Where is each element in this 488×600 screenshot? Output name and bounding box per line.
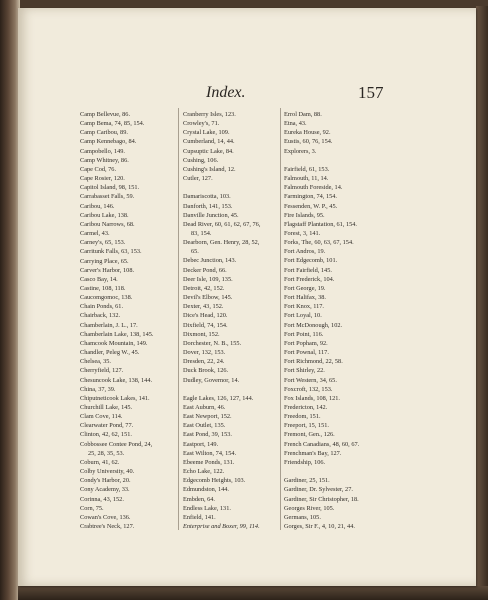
index-entry: Dearborn, Gen. Henry, 28, 52, (183, 239, 260, 247)
index-entry: Camp Kennebago, 84. (80, 138, 137, 146)
index-entry: Eastport, 149. (183, 440, 219, 448)
index-entry: Chamcook Mountain, 149. (80, 339, 148, 347)
index-entry: Farmington, 74, 154. (284, 193, 337, 201)
index-entry: Fremont, Gen., 126. (284, 431, 335, 439)
index-entry: Cowan's Cove, 136. (80, 513, 131, 521)
index-entry: Fessenden, W. P., 45. (284, 202, 338, 210)
index-entry: Churchill Lake, 145. (80, 404, 133, 411)
index-entry: Camp Caribou, 89. (80, 129, 128, 137)
index-entry: Fort Richmond, 22, 58. (284, 358, 343, 366)
index-entry: Damariscotta, 103. (183, 193, 231, 201)
index-entry: Casco Bay, 14. (80, 275, 118, 283)
index-entry: Fredericton, 142. (284, 403, 328, 411)
index-entry: Duck Brook, 126. (183, 367, 229, 375)
index-entry: Chelsea, 35. (80, 358, 111, 366)
index-entry: Freedom, 151. (284, 413, 321, 421)
index-entry: Carritunk Falls, 63, 153. (80, 248, 142, 256)
index-entry: Chiputneticook Lakes, 141. (80, 394, 150, 402)
index-entry: Debec Junction, 143. (183, 257, 237, 265)
index-entry: Fort Knox, 117. (284, 303, 324, 311)
index-entry: Dixfield, 74, 154. (183, 321, 228, 329)
index-entry: 83, 154. (191, 230, 212, 238)
index-entry: Fort Edgecomb, 101. (284, 257, 338, 265)
book-spine (0, 0, 20, 600)
index-entry: Carver's Harbor, 108. (80, 266, 135, 274)
index-entry: East Pond, 39, 153. (183, 431, 232, 439)
index-entry: Cumberland, 14, 44. (183, 138, 235, 146)
index-entry: Fort Point, 116. (284, 330, 324, 338)
index-entry: Fairfield, 61, 153. (284, 165, 330, 173)
index-entry: Cape Rosier, 120. (80, 175, 125, 183)
index-entry: Georges River, 105. (284, 504, 335, 512)
index-entry: Fire Islands, 95. (284, 211, 325, 219)
index-entry: Capitol Island, 98, 151. (80, 184, 140, 192)
index-entry: Dead River, 60, 61, 62, 67, 76, (183, 220, 261, 228)
index-entry: Enterprise and Boxer, 99, 114. (183, 523, 260, 530)
index-entry: Cutler, 127. (183, 175, 213, 183)
index-entry: China, 37, 39. (80, 385, 116, 393)
index-entry: Gardiner, Sir Christopher, 18. (284, 495, 359, 503)
index-entry: Cranberry Isles, 123. (183, 111, 236, 118)
index-entry: Explorers, 3. (284, 147, 317, 155)
index-entry: Chain Ponds, 61. (80, 303, 124, 311)
index-entry: Fort McDonough, 102. (284, 321, 343, 329)
index-entry: Castine, 108, 118. (80, 284, 126, 292)
index-entry: Frenchman's Bay, 127. (284, 449, 342, 457)
index-entry: Falmouth Foreside, 14. (284, 184, 343, 192)
index-entry: Fort Halifax, 38. (284, 294, 326, 302)
index-entry: Fort Popham, 92. (284, 339, 328, 347)
index-entry: Errol Dam, 88. (284, 111, 322, 118)
index-entry: Fort Loyal, 10. (284, 312, 322, 320)
index-entry: Dice's Head, 120. (183, 312, 228, 320)
index-entry: Freeport, 15, 151. (284, 422, 329, 430)
index-entry: East Newport, 152. (183, 413, 232, 421)
index-entry: 25, 28, 35, 53. (88, 449, 125, 457)
index-entry: Crabtree's Neck, 127. (80, 523, 135, 531)
index-entry: Friendship, 106. (284, 458, 326, 466)
index-entry: Carrabasset Falls, 59. (80, 193, 135, 201)
index-entry: Edgecomb Heights, 103. (183, 477, 246, 485)
index-entry: Crystal Lake, 109. (183, 129, 230, 137)
index-entry: Falmouth, 11, 14. (284, 175, 329, 183)
index-entry: Etna, 43. (284, 120, 307, 128)
index-entry: Danforth, 141, 153. (183, 202, 233, 210)
index-column-2 (183, 110, 285, 531)
index-entry: East Auburn, 46. (183, 403, 226, 411)
index-entry: Dover, 132, 153. (183, 349, 226, 357)
book-bottom-edge (18, 586, 488, 600)
index-entry: Forks, The, 60, 63, 67, 154. (284, 239, 354, 247)
index-entry: Cobbossee Contee Pond, 24, (80, 440, 153, 448)
index-entry: Camp Bema, 74, 85, 154. (80, 120, 145, 128)
index-entry: Eagle Lakes, 126, 127, 144. (183, 394, 254, 402)
index-entry: Fort George, 19. (284, 284, 326, 292)
index-entry: Flagstaff Plantation, 61, 154. (284, 220, 357, 228)
index-entry: Eureka House, 92. (284, 129, 331, 137)
index-entry: Coburn, 41, 62. (80, 458, 120, 466)
index-entry: Fort Western, 34, 65. (284, 376, 337, 384)
index-entry: Fort Pownal, 117. (284, 349, 329, 357)
index-entry: Crowley's, 71. (183, 120, 220, 128)
page-title: Index. (206, 84, 246, 101)
index-entry: Endless Lake, 131. (183, 504, 231, 512)
index-column-3 (284, 110, 392, 531)
index-entry: Corinna, 43, 152. (80, 495, 124, 503)
index-entry: Cherryfield, 127. (80, 367, 124, 375)
index-entry: Embden, 64. (183, 495, 216, 503)
index-entry: 65. (191, 248, 199, 256)
index-entry: Colby University, 40. (80, 468, 135, 476)
index-entry: Chandler, Peleg W., 45. (80, 349, 140, 357)
index-entry: Condy's Harbor, 20. (80, 477, 131, 485)
index-entry: Fort Frederick, 104. (284, 275, 335, 283)
index-entry: Clearwater Pond, 77. (80, 422, 134, 430)
index-entry: Forest, 3, 141. (284, 230, 321, 238)
index-entry: Cape Cod, 76. (80, 165, 117, 173)
index-entry: Chesuncook Lake, 138, 144. (80, 376, 153, 384)
index-column-1 (80, 110, 182, 531)
index-entry: Gorges, Sir F., 4, 10, 21, 44. (284, 523, 355, 530)
index-entry: Devil's Elbow, 145. (183, 294, 233, 302)
index-entry: Dexter, 43, 152. (183, 303, 224, 311)
index-entry: Caribou Narrows, 68. (80, 220, 135, 228)
index-entry: Fort Fairfield, 145. (284, 266, 332, 274)
index-entry: East Outlet, 135. (183, 422, 226, 430)
index-entry: Germans, 105. (284, 513, 321, 521)
book-cover-edge (476, 6, 488, 596)
index-entry: Chairback, 132. (80, 312, 121, 320)
index-entry: Dorchester, N. B., 155. (183, 339, 242, 347)
index-entry: Eustis, 60, 76, 154. (284, 138, 333, 146)
index-entry: Fort Shirley, 22. (284, 367, 325, 375)
index-entry: Clam Cove, 114. (80, 413, 123, 421)
index-entry: Caucomgomoc, 138. (80, 294, 133, 302)
book-page (18, 8, 476, 586)
index-entry: East Wilton, 74, 154. (183, 449, 237, 457)
index-entry: Gardiner, Dr. Sylvester, 27. (284, 486, 353, 494)
index-entry: Carmel, 43. (80, 230, 110, 238)
index-entry: Echo Lake, 122. (183, 468, 225, 476)
index-entry: Chamberlain Lake, 138, 145. (80, 330, 154, 338)
page-number: 157 (358, 83, 384, 102)
index-entry: Camp Whitney, 86. (80, 156, 129, 164)
index-entry: Clinton, 42, 62, 151. (80, 431, 132, 439)
index-entry: Dixmont, 152. (183, 330, 220, 338)
index-entry: Fox Islands, 108, 121. (284, 394, 340, 402)
index-entry: Enfield, 141. (183, 513, 216, 521)
index-entry: Decker Pond, 66. (183, 266, 227, 274)
index-entry: Cupsuptic Lake, 84. (183, 147, 234, 155)
index-entry: Danville Junction, 45. (183, 211, 239, 219)
index-entry: Carney's, 65, 153. (80, 239, 126, 247)
index-entry: Ebeeme Ponds, 131. (183, 458, 235, 466)
index-entry: Camp Bellevue, 86. (80, 111, 131, 118)
index-entry: Cushing's Island, 12. (183, 165, 236, 173)
index-entry: Detroit, 42, 152. (183, 284, 225, 292)
index-entry: Chamberlain, J. L., 17. (80, 321, 138, 329)
index-entry: Dudley, Governor, 14. (183, 376, 240, 384)
index-entry: Gardiner, 25, 151. (284, 477, 330, 485)
index-entry: Fort Andros, 19. (284, 248, 326, 256)
index-entry: Campobello, 149. (80, 147, 125, 155)
index-entry: French Canadians, 48, 60, 67. (284, 440, 360, 448)
index-entry: Cony Academy, 33. (80, 486, 130, 494)
index-entry: Corn, 75. (80, 504, 104, 512)
index-entry: Cushing, 106. (183, 156, 219, 164)
page-header (18, 84, 476, 108)
index-entry: Dresden, 22, 24. (183, 358, 225, 366)
index-entry: Caribou, 146. (80, 202, 115, 210)
index-entry: Foxcroft, 132, 153. (284, 385, 333, 393)
index-entry: Caribou Lake, 138. (80, 211, 129, 219)
index-entry: Edmundston, 144. (183, 486, 230, 494)
index-entry: Deer Isle, 109, 135. (183, 275, 233, 283)
index-entry: Carrying Place, 65. (80, 257, 129, 265)
